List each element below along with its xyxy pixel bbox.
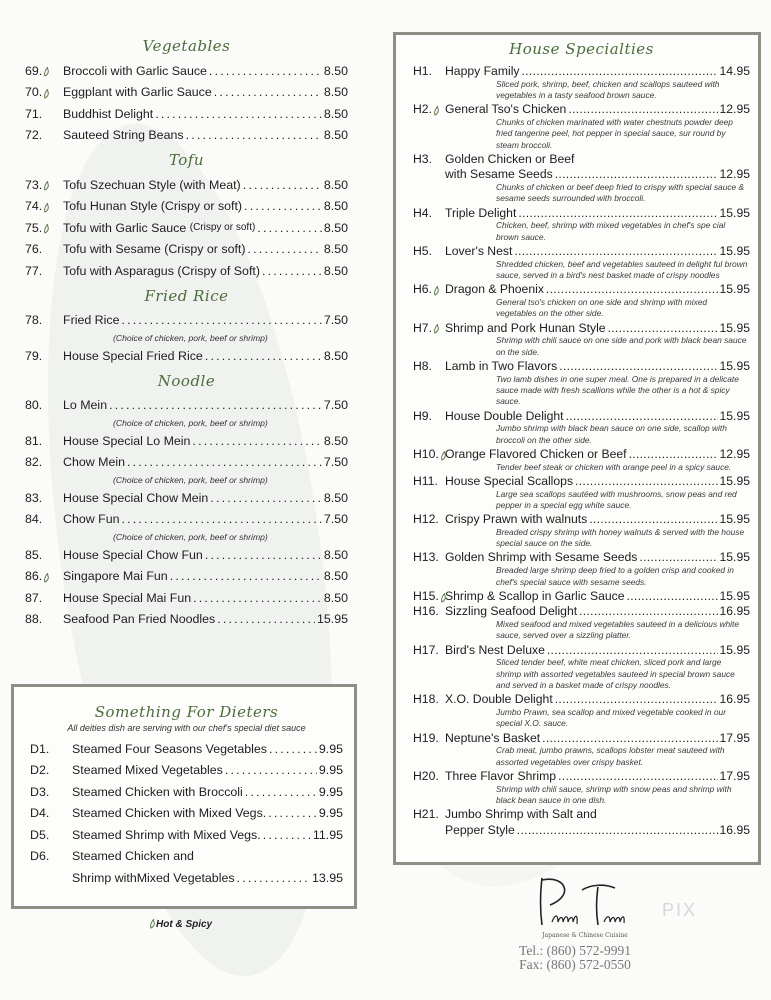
house-specialties-list [413, 63, 750, 837]
item-price: 8.50 [323, 220, 348, 235]
item-description: Large sea scallops sautéed with mushrooms, snow peas and red pepper in a special egg white sauce. [496, 488, 737, 510]
item-price: 15.95 [719, 320, 750, 335]
menu-item[interactable] [413, 358, 750, 374]
item-price: 15.95 [719, 550, 750, 565]
item-number: D2. [30, 763, 50, 778]
pepper-icon [43, 202, 50, 212]
item-price: 8.50 [323, 433, 348, 448]
dot-leader [608, 321, 718, 335]
item-name: Sizzling Seafood Delight [445, 604, 578, 619]
menu-item[interactable] [413, 167, 750, 183]
section-heading: Noodle [157, 371, 216, 390]
item-name: Tofu with Sesame (Crispy or soft) [63, 242, 246, 257]
item-description: Breaded large shrimp deep fried to a golden crisp and cooked in chef's special sauce with sesame seeds. [496, 565, 734, 587]
pepper-icon [433, 105, 440, 115]
item-price: 7.50 [323, 398, 348, 413]
item-name-line1: Steamed Chicken and [72, 849, 194, 864]
menu-item-line[interactable] [30, 846, 343, 868]
dieters-list [30, 738, 343, 889]
item-number: 84. [25, 512, 43, 527]
dot-leader [217, 612, 315, 626]
menu-item[interactable] [413, 768, 750, 784]
dot-leader [214, 85, 322, 99]
item-name: Bird's Nest Deluxe [445, 642, 545, 657]
item-number: H4. [413, 205, 432, 220]
pepper-icon [43, 180, 50, 190]
item-price: 8.50 [323, 128, 348, 143]
dot-leader [555, 167, 718, 181]
dot-leader [205, 548, 322, 562]
dieters-heading: Something For Dieters [94, 703, 279, 721]
menu-item[interactable] [30, 738, 343, 760]
menu-item-line[interactable] [413, 151, 750, 167]
dot-leader [209, 64, 322, 78]
menu-item[interactable] [25, 239, 348, 261]
item-price: 8.50 [323, 242, 348, 257]
item-name: Pepper Style [445, 822, 515, 837]
item-name: Golden Shrimp with Sesame Seeds [445, 550, 638, 565]
dot-leader [629, 447, 718, 461]
item-description: Sliced pork, shrimp, beef, chicken and scallops sauteed with vegetables in a tasty seafood brown sauce. [496, 78, 720, 100]
dot-leader [547, 643, 718, 657]
menu-item[interactable] [413, 408, 750, 424]
dot-leader [245, 785, 317, 799]
item-price: 8.50 [323, 106, 348, 121]
menu-item[interactable] [25, 217, 348, 239]
menu-item[interactable] [25, 103, 348, 125]
dot-leader [518, 206, 717, 220]
dot-leader [568, 102, 717, 116]
dot-leader [155, 107, 322, 121]
house-specialties-heading: House Specialties [509, 40, 654, 58]
dot-leader [546, 282, 718, 296]
menu-item[interactable] [25, 310, 348, 332]
item-description: Jumbo shrimp with black bean sauce on one side, scallop with broccoli on the other side. [496, 423, 727, 445]
menu-item[interactable] [413, 822, 750, 838]
item-name: Happy Family [445, 63, 520, 78]
watermark: PIX [662, 900, 698, 920]
menu-item[interactable] [25, 82, 348, 104]
item-description: General tso's chicken on one side and shrimp with mixed vegetables on the other side. [496, 296, 708, 319]
legend-label: Hot & Spicy [156, 919, 213, 930]
dot-leader [244, 199, 322, 213]
item-number: D3. [30, 784, 50, 799]
pepper-icon [43, 223, 50, 233]
item-price: 11.95 [312, 827, 343, 842]
menu-item[interactable] [25, 609, 348, 631]
item-name: Steamed Shrimp with Mixed Vegs. [72, 827, 261, 842]
menu-item[interactable] [25, 544, 348, 566]
menu-item[interactable] [25, 587, 348, 609]
item-number: H7. [413, 321, 445, 335]
item-number: 82. [25, 455, 43, 470]
menu-item[interactable] [413, 63, 750, 79]
item-number: D5. [30, 827, 50, 842]
item-price: 15.95 [719, 473, 750, 488]
item-name: with Sesame Seeds [445, 167, 553, 182]
item-price: 8.50 [323, 547, 348, 562]
menu-item[interactable] [30, 781, 343, 803]
item-number: H1. [413, 63, 432, 78]
spicy-legend [148, 919, 212, 930]
menu-item[interactable] [30, 867, 343, 889]
item-number: 88. [25, 612, 43, 627]
dieters-subtitle: All deities dish are serving with our chef's special diet sauce [67, 723, 306, 733]
dot-leader [121, 313, 321, 327]
item-name: General Tso's Chicken [445, 102, 567, 117]
item-description: Breaded crispy shrimp with honey walnuts & served with the house special sauce on the side. [496, 526, 745, 549]
item-name: Singapore Mai Fun [63, 569, 168, 584]
item-note: (Choice of chicken, pork, beef or shrimp) [113, 475, 268, 485]
item-note: (Choice of chicken, pork, beef or shrimp) [113, 532, 268, 542]
item-name: Chow Mein [63, 455, 125, 470]
item-number: 74. [25, 199, 63, 213]
menu-item[interactable] [413, 446, 750, 462]
item-name: Broccoli with Garlic Sauce [63, 63, 207, 78]
item-number: H18. [413, 692, 439, 707]
item-price: 12.95 [719, 446, 750, 461]
dot-leader [170, 569, 322, 583]
item-price: 8.50 [323, 85, 348, 100]
pepper-icon [43, 66, 50, 76]
menu-item[interactable] [30, 824, 343, 846]
menu-item[interactable] [25, 60, 348, 82]
item-price: 15.95 [719, 358, 750, 373]
item-number: H9. [413, 408, 432, 423]
menu-item[interactable] [413, 692, 750, 708]
pepper-icon [440, 592, 447, 602]
item-description: Mixed seafood and mixed vegetables sauteed in a delicious white sauce, served over a sizzling platter. [496, 618, 740, 641]
dot-leader [555, 692, 718, 706]
item-description: Jumbo Prawn, sea scallop and mixed vegetable cooked in our special X.O. sauce. [496, 707, 726, 729]
item-number: H12. [413, 512, 439, 527]
dot-leader [186, 128, 322, 142]
item-price: 17.95 [719, 768, 750, 783]
item-name: Shrimp withMixed Vegetables [72, 870, 235, 885]
item-price: 8.50 [323, 63, 348, 78]
menu-item[interactable] [413, 642, 750, 658]
item-note: (Choice of chicken, pork, beef or shrimp) [113, 418, 268, 428]
item-number: H6. [413, 282, 445, 296]
dot-leader [575, 474, 717, 488]
restaurant-logo [520, 870, 650, 940]
fax: Fax: (860) 572-0550 [519, 957, 631, 972]
item-number: H16. [413, 604, 439, 619]
dot-leader [589, 512, 717, 526]
item-number: H17. [413, 642, 439, 657]
menu-item[interactable] [413, 511, 750, 527]
item-number: H11. [413, 473, 438, 488]
telephone: Tel.: (860) 572-9991 [519, 943, 631, 958]
item-number: 78. [25, 313, 43, 328]
item-number: 77. [25, 263, 43, 278]
dot-leader [542, 731, 717, 745]
menu-item[interactable] [413, 588, 750, 604]
item-number: D4. [30, 806, 50, 821]
dot-leader [257, 221, 322, 235]
item-name-line1: Golden Chicken or Beef [445, 151, 575, 166]
item-name: Seafood Pan Fried Noodles [63, 612, 216, 627]
item-number: 76. [25, 242, 43, 257]
item-name: Lo Mein [63, 398, 108, 413]
item-description: Two lamb dishes in one super meal. One is prepared in a delicate sauce made with fresh scallions while the other is a hot & spicy sauce. [496, 373, 739, 407]
item-price: 8.50 [323, 348, 348, 363]
section-heading: Tofu [168, 151, 205, 169]
item-number: 80. [25, 398, 43, 413]
item-description: Chunks of chicken marinated with water chestnuts powder deep fried tangerine peel, hot pepper in special sauce, sur round by steam broccoli. [496, 116, 733, 150]
item-price: 15.95 [719, 243, 750, 258]
dot-leader [627, 589, 718, 603]
item-number: H15. [413, 589, 445, 603]
item-number: H13. [413, 550, 439, 565]
dot-leader [121, 512, 321, 526]
item-price: 9.95 [318, 741, 343, 756]
dot-leader [243, 178, 322, 192]
menu-item[interactable] [413, 205, 750, 221]
item-price: 8.50 [323, 590, 348, 605]
item-name: Lover's Nest [445, 243, 513, 258]
house-specialties-box [393, 32, 761, 865]
item-name: House Special Mai Fun [63, 590, 192, 605]
dot-leader [268, 806, 317, 820]
item-price: 8.50 [323, 569, 348, 584]
item-name: Buddhist Delight [63, 106, 154, 121]
item-name: Shrimp and Pork Hunan Style [445, 320, 606, 335]
item-description: Crab meat, jumbo prawns, scallops lobster meat sauteed with assorted vegetables over crispy basket. [496, 745, 725, 767]
item-number: H3. [413, 151, 432, 166]
item-name: Crispy Prawn with walnuts [445, 512, 588, 527]
item-price: 16.95 [719, 822, 750, 837]
dot-leader [517, 823, 718, 837]
item-number: 75. [25, 221, 63, 235]
dot-leader [558, 769, 717, 783]
item-name: House Special Chow Fun [63, 547, 203, 562]
item-name: Tofu Hunan Style (Crispy or soft) [63, 199, 243, 214]
item-price: 9.95 [318, 763, 343, 778]
item-description: Tender beef steak or chicken with orange peel in a spicy sauce. [496, 461, 732, 472]
dot-leader [247, 242, 321, 256]
dot-leader [579, 604, 717, 618]
item-description: Sliced tender beef, white meat chicken, sliced pork and large shrimp with assorted vegetables sauteed in special brown sauce and served in a basket made of crispy noodles. [496, 657, 735, 691]
menu-item[interactable] [413, 243, 750, 259]
item-name: Lamb in Two Flavors [445, 358, 558, 373]
item-price: 9.95 [318, 784, 343, 799]
dot-leader [559, 359, 717, 373]
item-price: 12.95 [719, 102, 750, 117]
item-number: 69. [25, 64, 63, 78]
item-number: D6. [30, 849, 50, 864]
item-price: 14.95 [719, 63, 750, 78]
item-number: 87. [25, 590, 43, 605]
item-number: 72. [25, 128, 43, 143]
item-number: H10. [413, 447, 445, 461]
pepper-icon [43, 572, 50, 582]
menu-item[interactable] [25, 395, 348, 417]
item-number: 81. [25, 433, 43, 448]
item-price: 15.95 [719, 282, 750, 297]
menu-item[interactable] [413, 730, 750, 746]
item-name: Tofu with Asparagus (Crispy of Soft) [63, 263, 260, 278]
item-price: 8.50 [323, 263, 348, 278]
menu-item-line[interactable] [413, 806, 750, 822]
item-name: Shrimp & Scallop in Garlic Sauce [445, 588, 625, 603]
pepper-icon [433, 323, 440, 333]
item-name: House Special Lo Mein [63, 433, 191, 448]
item-note: (Choice of chicken, pork, beef or shrimp) [113, 333, 268, 343]
item-price: 15.95 [719, 512, 750, 527]
peking-tokyo-logo-icon [520, 870, 650, 932]
item-price: 16.95 [719, 692, 750, 707]
dot-leader [210, 491, 322, 505]
item-price: 7.50 [323, 313, 348, 328]
dieters-box [11, 684, 357, 909]
item-number: H19. [413, 730, 439, 745]
item-name: Steamed Four Seasons Vegetables [72, 741, 267, 756]
item-name: House Special Chow Mein [63, 490, 209, 505]
item-description: Shrimp with chili sauce, shrimp with snow peas and shrimp with black bean sauce in one dish. [496, 783, 732, 806]
item-number: 79. [25, 348, 43, 363]
menu-item[interactable] [413, 281, 750, 297]
item-price: 12.95 [719, 167, 750, 182]
item-price: 8.50 [323, 490, 348, 505]
item-name: House Special Scallops [445, 473, 574, 488]
item-price: 17.95 [719, 730, 750, 745]
item-name: Orange Flavored Chicken or Beef [445, 446, 627, 461]
item-price: 8.50 [323, 199, 348, 214]
item-price: 8.50 [323, 177, 348, 192]
item-number: H20. [413, 768, 439, 783]
item-name: Chow Fun [63, 512, 120, 527]
item-name: Steamed Chicken with Mixed Vegs. [72, 806, 267, 821]
dot-leader [269, 742, 317, 756]
item-name: Triple Delight [445, 205, 517, 220]
section-heading: Vegetables [142, 37, 231, 55]
item-name: Tofu with Garlic Sauce [63, 220, 187, 235]
item-name-note: (Crispy or soft) [189, 222, 256, 234]
dot-leader [263, 828, 311, 842]
dot-leader [192, 434, 321, 448]
item-price: 15.95 [719, 642, 750, 657]
menu-item[interactable] [25, 452, 348, 474]
dot-leader [205, 349, 322, 363]
dot-leader [262, 264, 322, 278]
item-name: X.O. Double Delight [445, 692, 553, 707]
menu-item[interactable] [25, 174, 348, 196]
item-description: Chunks of chicken or beef deep fried to crispy with special sauce & sesame seeds surrounded with broccoli. [496, 182, 745, 204]
item-price: 15.95 [719, 408, 750, 423]
dot-leader [127, 455, 322, 469]
item-number: 70. [25, 85, 63, 99]
item-name: Tofu Szechuan Style (with Meat) [63, 177, 241, 192]
item-number: 85. [25, 547, 43, 562]
item-price: 16.95 [719, 604, 750, 619]
dot-leader [225, 763, 317, 777]
menu-item[interactable] [25, 125, 348, 147]
item-number: D1. [30, 741, 50, 756]
menu-item[interactable] [30, 803, 343, 825]
menu-item[interactable] [25, 430, 348, 452]
item-description: Shrimp with chili sauce on one side and pork with black bean sauce on the side. [496, 335, 747, 357]
menu-item[interactable] [413, 550, 750, 566]
menu-item[interactable] [25, 566, 348, 588]
item-name: House Special Fried Rice [63, 348, 203, 363]
pepper-icon [149, 919, 156, 929]
item-name: Steamed Chicken with Broccoli [72, 784, 243, 799]
menu-item[interactable] [413, 603, 750, 619]
item-price: 13.95 [311, 870, 343, 885]
item-number: H8. [413, 358, 432, 373]
menu-item[interactable] [25, 509, 348, 531]
item-name: Dragon & Phoenix [445, 282, 544, 297]
item-name: Neptune's Basket [445, 730, 541, 745]
pepper-icon [440, 450, 447, 460]
item-price: 9.95 [318, 806, 343, 821]
item-price: 7.50 [323, 455, 348, 470]
dot-leader [566, 409, 718, 423]
item-price: 7.50 [323, 512, 348, 527]
dot-leader [514, 244, 717, 258]
menu-item[interactable] [25, 260, 348, 282]
item-description: Chicken, beef, shrimp with mixed vegetables in chef's spe cial brown sauce. [496, 220, 726, 242]
dot-leader [522, 64, 718, 78]
item-name: Eggplant with Garlic Sauce [63, 85, 212, 100]
item-number: H21. [413, 807, 439, 822]
section-heading: Fried Rice [144, 286, 229, 305]
menu-item[interactable] [25, 345, 348, 367]
menu-item[interactable] [413, 473, 750, 489]
item-name-line1: Jumbo Shrimp with Salt and [445, 807, 597, 822]
item-price: 15.95 [316, 612, 348, 627]
dot-leader [109, 398, 322, 412]
logo-tagline: Japanese & Chinese Cuisine [542, 932, 628, 939]
menu-item[interactable] [25, 196, 348, 218]
item-number: 71. [25, 106, 43, 121]
item-number: H5. [413, 243, 432, 258]
menu-item[interactable] [30, 760, 343, 782]
item-number: 83. [25, 490, 43, 505]
item-name: Three Flavor Shrimp [445, 768, 557, 783]
pepper-icon [43, 88, 50, 98]
item-name: Steamed Mixed Vegetables [72, 763, 223, 778]
menu-item[interactable] [413, 320, 750, 336]
menu-item[interactable] [413, 101, 750, 117]
item-price: 15.95 [719, 205, 750, 220]
item-number: 86. [25, 569, 63, 583]
item-name: House Double Delight [445, 408, 564, 423]
item-number: H2. [413, 102, 445, 116]
menu-item[interactable] [25, 487, 348, 509]
dot-leader [193, 591, 322, 605]
item-number: 73. [25, 178, 63, 192]
item-name: Fried Rice [63, 313, 120, 328]
item-name: Sauteed String Beans [63, 128, 184, 143]
dot-leader [237, 871, 310, 885]
contact-info [505, 944, 645, 972]
pepper-icon [433, 285, 440, 295]
item-price: 15.95 [719, 588, 750, 603]
dot-leader [639, 550, 717, 564]
item-description: Shredded chicken, beef and vegetables sauteed in delight ful brown sauce, served in a bird's nest basket made of crispy noodles [496, 258, 748, 281]
left-menu-column [25, 32, 348, 630]
